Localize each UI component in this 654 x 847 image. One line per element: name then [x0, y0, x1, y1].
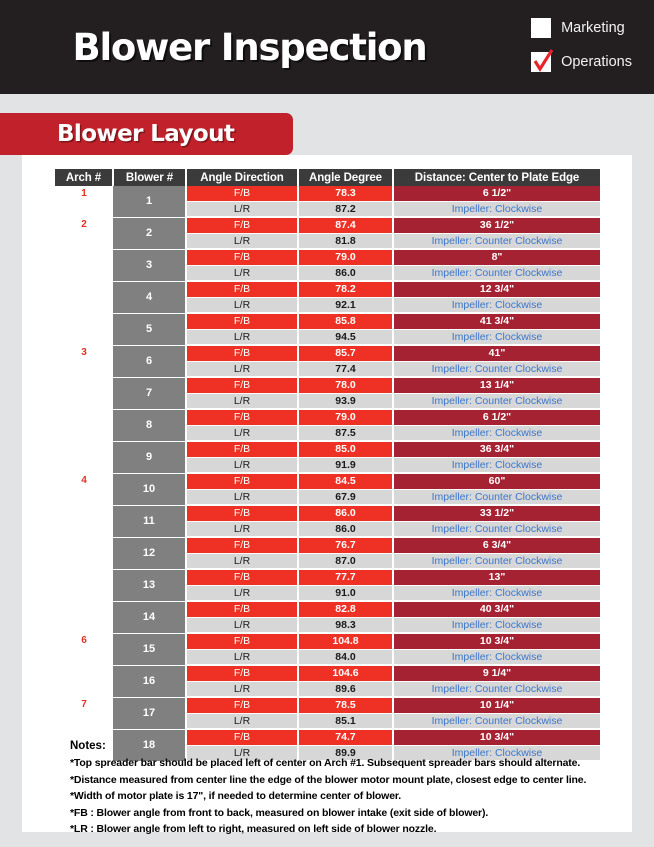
- cell-arch-number: 6: [55, 633, 113, 665]
- cell-blower-number: 10: [113, 473, 186, 505]
- cell-degree-fb: 78.3: [298, 186, 393, 201]
- cell-arch-number: 4: [55, 473, 113, 505]
- cell-distance-value: 36 3/4": [393, 441, 600, 457]
- cell-direction-fb: F/B: [186, 313, 298, 329]
- blower-layout-table: [55, 169, 600, 762]
- cell-blower-number: 13: [113, 569, 186, 601]
- table-row: [55, 473, 600, 489]
- table-row: [55, 409, 600, 425]
- page-header: [0, 0, 654, 94]
- cell-degree-lr: 89.9: [298, 745, 393, 761]
- cell-arch-number: [55, 281, 113, 313]
- cell-blower-number: 16: [113, 665, 186, 697]
- cell-blower-number: 4: [113, 281, 186, 313]
- cell-direction-lr: L/R: [186, 425, 298, 441]
- cell-degree-lr: 86.0: [298, 521, 393, 537]
- checkbox-checked-icon[interactable]: [531, 52, 551, 72]
- cell-distance-value: 41 3/4": [393, 313, 600, 329]
- cell-degree-lr: 92.1: [298, 297, 393, 313]
- cell-degree-fb: 76.7: [298, 537, 393, 553]
- cell-distance-value: 12 3/4": [393, 281, 600, 297]
- cell-degree-fb: 78.2: [298, 281, 393, 297]
- cell-distance-value: 13 1/4": [393, 377, 600, 393]
- cell-arch-number: [55, 313, 113, 345]
- cell-degree-fb: 79.0: [298, 409, 393, 425]
- cell-direction-fb: F/B: [186, 281, 298, 297]
- cell-arch-number: [55, 249, 113, 281]
- cell-direction-lr: L/R: [186, 489, 298, 505]
- note-line: *FB : Blower angle from front to back, measured on blower intake (exit side of blower).: [70, 806, 489, 819]
- cell-blower-number: 18: [113, 729, 186, 761]
- cell-direction-fb: F/B: [186, 665, 298, 681]
- page-title-text: Blower Inspection: [72, 25, 427, 69]
- cell-direction-lr: L/R: [186, 553, 298, 569]
- cell-blower-number: 5: [113, 313, 186, 345]
- cell-direction-lr: L/R: [186, 233, 298, 249]
- cell-distance-value: 10 1/4": [393, 697, 600, 713]
- cell-direction-lr: L/R: [186, 649, 298, 665]
- cell-arch-number: [55, 537, 113, 569]
- cell-distance-value: 10 3/4": [393, 729, 600, 745]
- cell-degree-lr: 91.9: [298, 457, 393, 473]
- cell-blower-number: 15: [113, 633, 186, 665]
- cell-blower-number: 7: [113, 377, 186, 409]
- cell-direction-lr: L/R: [186, 713, 298, 729]
- cell-arch-number: 3: [55, 345, 113, 377]
- note-line: *Width of motor plate is 17", if needed to determine center of blower.: [70, 790, 402, 802]
- cell-arch-number: 1: [55, 186, 113, 217]
- table-row: [55, 377, 600, 393]
- cell-direction-lr: L/R: [186, 681, 298, 697]
- cell-blower-number: 12: [113, 537, 186, 569]
- cell-direction-fb: F/B: [186, 249, 298, 265]
- cell-degree-fb: 77.7: [298, 569, 393, 585]
- cell-blower-number: 14: [113, 601, 186, 633]
- cell-direction-lr: L/R: [186, 745, 298, 761]
- column-header-arch: Arch #: [55, 169, 113, 186]
- cell-arch-number: [55, 601, 113, 633]
- cell-degree-lr: 98.3: [298, 617, 393, 633]
- cell-blower-number: 9: [113, 441, 186, 473]
- cell-direction-fb: F/B: [186, 473, 298, 489]
- table-row: [55, 313, 600, 329]
- cell-degree-lr: 77.4: [298, 361, 393, 377]
- cell-direction-lr: L/R: [186, 297, 298, 313]
- cell-degree-fb: 86.0: [298, 505, 393, 521]
- cell-degree-lr: 87.5: [298, 425, 393, 441]
- cell-impeller-direction: Impeller: Counter Clockwise: [393, 521, 600, 537]
- cell-impeller-direction: Impeller: Clockwise: [393, 585, 600, 601]
- cell-blower-number: 3: [113, 249, 186, 281]
- table-row: [55, 633, 600, 649]
- cell-distance-value: 8": [393, 249, 600, 265]
- cell-degree-lr: 87.0: [298, 553, 393, 569]
- cell-impeller-direction: Impeller: Clockwise: [393, 201, 600, 217]
- table-row: [55, 569, 600, 585]
- notes-section: [70, 740, 615, 838]
- checkbox-unchecked-icon[interactable]: [531, 18, 551, 38]
- checkbox-operations[interactable]: [531, 52, 632, 72]
- cell-arch-number: [55, 377, 113, 409]
- notes-title: Notes:: [70, 740, 106, 752]
- cell-degree-fb: 79.0: [298, 249, 393, 265]
- cell-impeller-direction: Impeller: Counter Clockwise: [393, 265, 600, 281]
- cell-distance-value: 10 3/4": [393, 633, 600, 649]
- department-checkbox-group: [531, 18, 632, 72]
- cell-blower-number: 11: [113, 505, 186, 537]
- checkbox-marketing[interactable]: [531, 18, 632, 38]
- cell-degree-lr: 89.6: [298, 681, 393, 697]
- cell-impeller-direction: Impeller: Clockwise: [393, 425, 600, 441]
- table-row: [55, 281, 600, 297]
- cell-degree-fb: 104.6: [298, 665, 393, 681]
- cell-arch-number: 2: [55, 217, 113, 249]
- cell-direction-fb: F/B: [186, 409, 298, 425]
- column-header-angle-degree: Angle Degree: [298, 169, 393, 186]
- cell-degree-lr: 86.0: [298, 265, 393, 281]
- cell-direction-fb: F/B: [186, 217, 298, 233]
- cell-distance-value: 33 1/2": [393, 505, 600, 521]
- cell-degree-fb: 104.8: [298, 633, 393, 649]
- cell-blower-number: 1: [113, 186, 186, 217]
- cell-degree-fb: 74.7: [298, 729, 393, 745]
- cell-distance-value: 6 1/2": [393, 409, 600, 425]
- cell-degree-lr: 87.2: [298, 201, 393, 217]
- cell-direction-fb: F/B: [186, 345, 298, 361]
- table-row: [55, 441, 600, 457]
- cell-direction-lr: L/R: [186, 457, 298, 473]
- table-row: [55, 249, 600, 265]
- cell-degree-fb: 78.5: [298, 697, 393, 713]
- cell-degree-fb: 82.8: [298, 601, 393, 617]
- table-row: [55, 601, 600, 617]
- section-banner-title: Blower Layout: [57, 121, 235, 147]
- cell-impeller-direction: Impeller: Clockwise: [393, 297, 600, 313]
- table-row: [55, 697, 600, 713]
- table-row: [55, 665, 600, 681]
- note-line: *Top spreader bar should be placed left of center on Arch #1. Subsequent spreader bars should alternate.: [70, 757, 581, 769]
- cell-degree-fb: 85.8: [298, 313, 393, 329]
- cell-degree-fb: 84.5: [298, 473, 393, 489]
- table-header-row: [55, 169, 600, 186]
- checkbox-marketing-label: Marketing: [561, 20, 625, 36]
- content-card: [22, 155, 632, 835]
- cell-impeller-direction: Impeller: Clockwise: [393, 617, 600, 633]
- note-line: *LR : Blower angle from left to right, measured on left side of blower nozzle.: [70, 823, 437, 835]
- cell-direction-fb: F/B: [186, 633, 298, 649]
- cell-arch-number: [55, 665, 113, 697]
- note-line: *Distance measured from center line the edge of the blower motor mount plate, closest edge to center line.: [70, 773, 587, 786]
- cell-direction-lr: L/R: [186, 201, 298, 217]
- cell-blower-number: 17: [113, 697, 186, 729]
- section-banner: [0, 113, 293, 155]
- cell-direction-fb: F/B: [186, 505, 298, 521]
- cell-arch-number: [55, 505, 113, 537]
- cell-impeller-direction: Impeller: Counter Clockwise: [393, 553, 600, 569]
- cell-distance-value: 6 1/2": [393, 186, 600, 201]
- cell-direction-fb: F/B: [186, 186, 298, 201]
- cell-impeller-direction: Impeller: Counter Clockwise: [393, 361, 600, 377]
- table-row: [55, 217, 600, 233]
- cell-degree-lr: 67.9: [298, 489, 393, 505]
- cell-direction-lr: L/R: [186, 329, 298, 345]
- cell-impeller-direction: Impeller: Clockwise: [393, 745, 600, 761]
- cell-impeller-direction: Impeller: Counter Clockwise: [393, 393, 600, 409]
- cell-degree-fb: 85.0: [298, 441, 393, 457]
- cell-impeller-direction: Impeller: Clockwise: [393, 329, 600, 345]
- table-row: [55, 537, 600, 553]
- column-header-blower: Blower #: [113, 169, 186, 186]
- cell-degree-lr: 84.0: [298, 649, 393, 665]
- table-row: [55, 345, 600, 361]
- cell-arch-number: [55, 441, 113, 473]
- table-row: [55, 505, 600, 521]
- cell-impeller-direction: Impeller: Counter Clockwise: [393, 713, 600, 729]
- cell-degree-lr: 85.1: [298, 713, 393, 729]
- cell-degree-fb: 87.4: [298, 217, 393, 233]
- cell-blower-number: 2: [113, 217, 186, 249]
- cell-direction-lr: L/R: [186, 265, 298, 281]
- cell-direction-lr: L/R: [186, 361, 298, 377]
- cell-impeller-direction: Impeller: Counter Clockwise: [393, 233, 600, 249]
- cell-degree-lr: 93.9: [298, 393, 393, 409]
- cell-degree-lr: 91.0: [298, 585, 393, 601]
- table-header: [55, 169, 600, 186]
- cell-direction-lr: L/R: [186, 585, 298, 601]
- cell-direction-fb: F/B: [186, 377, 298, 393]
- cell-arch-number: [55, 569, 113, 601]
- checkbox-operations-label: Operations: [561, 54, 632, 70]
- cell-blower-number: 8: [113, 409, 186, 441]
- cell-distance-value: 60": [393, 473, 600, 489]
- cell-distance-value: 40 3/4": [393, 601, 600, 617]
- table-body: [55, 186, 600, 761]
- cell-direction-lr: L/R: [186, 393, 298, 409]
- cell-impeller-direction: Impeller: Counter Clockwise: [393, 489, 600, 505]
- cell-arch-number: 7: [55, 697, 113, 729]
- cell-impeller-direction: Impeller: Counter Clockwise: [393, 681, 600, 697]
- cell-direction-fb: F/B: [186, 537, 298, 553]
- cell-distance-value: 9 1/4": [393, 665, 600, 681]
- cell-direction-fb: F/B: [186, 697, 298, 713]
- cell-impeller-direction: Impeller: Clockwise: [393, 649, 600, 665]
- cell-blower-number: 6: [113, 345, 186, 377]
- cell-distance-value: 6 3/4": [393, 537, 600, 553]
- column-header-distance: Distance: Center to Plate Edge: [393, 169, 600, 186]
- column-header-angle-direction: Angle Direction: [186, 169, 298, 186]
- table-row: [55, 186, 600, 201]
- cell-distance-value: 13": [393, 569, 600, 585]
- cell-direction-lr: L/R: [186, 617, 298, 633]
- cell-direction-fb: F/B: [186, 569, 298, 585]
- cell-direction-fb: F/B: [186, 441, 298, 457]
- cell-direction-fb: F/B: [186, 729, 298, 745]
- cell-degree-fb: 78.0: [298, 377, 393, 393]
- cell-distance-value: 41": [393, 345, 600, 361]
- notes-list: [70, 755, 615, 838]
- cell-distance-value: 36 1/2": [393, 217, 600, 233]
- cell-degree-lr: 81.8: [298, 233, 393, 249]
- cell-degree-fb: 85.7: [298, 345, 393, 361]
- cell-impeller-direction: Impeller: Clockwise: [393, 457, 600, 473]
- cell-direction-fb: F/B: [186, 601, 298, 617]
- cell-arch-number: [55, 409, 113, 441]
- checkmark-icon: [533, 49, 553, 73]
- cell-direction-lr: L/R: [186, 521, 298, 537]
- cell-degree-lr: 94.5: [298, 329, 393, 345]
